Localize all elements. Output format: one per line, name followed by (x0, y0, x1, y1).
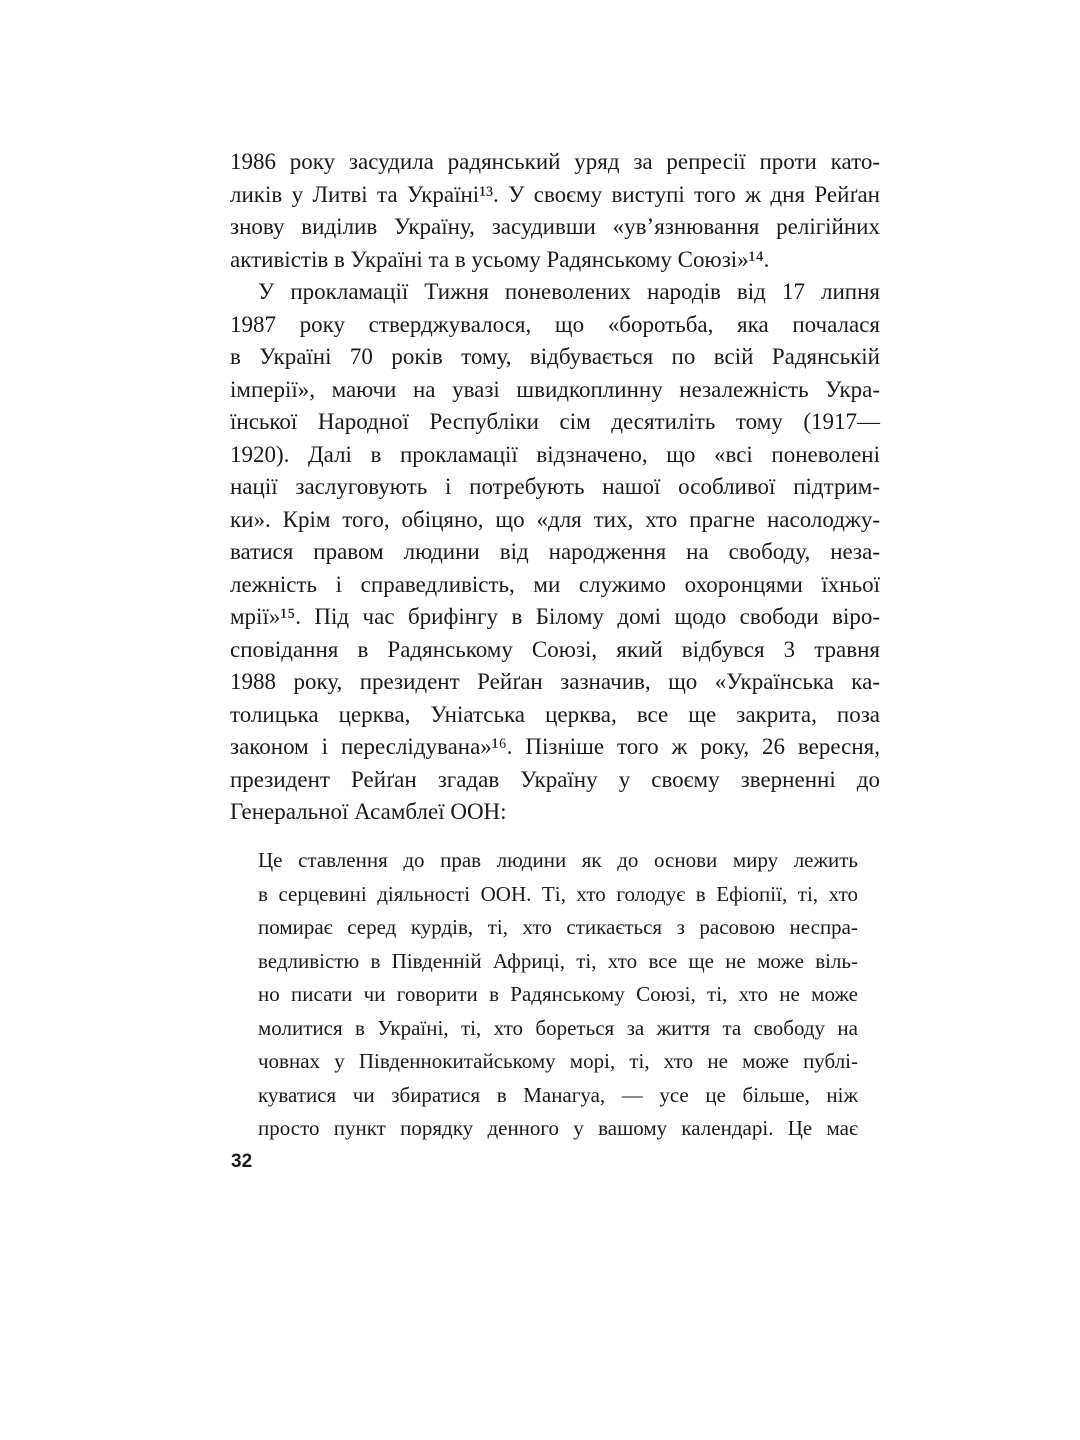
text-line: в Україні 70 років тому, відбувається по всій Радянській (230, 344, 880, 369)
text-line: їнської Народної Республіки сім десятиліть тому (1917— (230, 409, 880, 434)
text-line: 1987 року стверджувалося, що «боротьба, яка почалася (230, 311, 880, 337)
quote-line: Це ставлення до прав людини як до основи миру лежить (258, 848, 858, 872)
text-line: імперії», маючи на увазі швидкоплинну незалежність Укра- (230, 376, 880, 402)
text-line: законом і переслідувана»¹⁶. Пізніше того ж року, 26 вересня, (230, 734, 880, 759)
text-line: знову виділив Україну, засудивши «ув’язнювання релігійних (230, 214, 880, 239)
text-line: 1986 року засудила радянський уряд за репресії проти като- (230, 149, 880, 174)
text-line: Генеральної Асамблеї ООН: (230, 799, 507, 824)
text-line: президент Рейґан згадав Україну у своєму зверненні до (230, 766, 880, 792)
quote-line: просто пункт порядку денного у вашому календарі. Це має (258, 1116, 858, 1140)
text-line: ликів у Литві та Україні¹³. У своєму виступі того ж дня Рейґан (230, 181, 880, 207)
text-line: лежність і справедливість, ми служимо охоронцями їхньої (230, 571, 880, 597)
text-line: 1988 року, президент Рейґан зазначив, що «Українська ка- (230, 669, 880, 694)
text-line: У прокламації Тижня поневолених народів від 17 липня (258, 279, 880, 304)
quote-line: куватися чи збиратися в Манагуа, — усе це більше, ніж (258, 1082, 858, 1107)
text-line: ки». Крім того, обіцяно, що «для тих, хто прагне насолоджу- (230, 506, 880, 532)
text-line: толицька церква, Уніатська церква, все ще закрита, поза (230, 701, 880, 727)
text-line: активістів в Україні та в усьому Радянському Союзі»¹⁴. (230, 246, 770, 272)
text-line: нації заслуговують і потребують нашої особливої підтрим- (230, 474, 880, 499)
text-line: сповідання в Радянському Союзі, який відбувся 3 травня (230, 636, 880, 662)
text-line: мрії»¹⁵. Під час брифінгу в Білому домі щодо свободи віро- (230, 604, 880, 629)
text-line: ватися правом людини від народження на свободу, неза- (230, 539, 880, 564)
page-number: 32 (231, 1151, 253, 1172)
quote-line: но писати чи говорити в Радянському Союзі, ті, хто не може (258, 982, 858, 1006)
quote-line: в серцевині діяльності ООН. Ті, хто голодує в Ефіопії, ті, хто (258, 881, 858, 906)
block-quote (258, 844, 858, 1146)
main-text (230, 146, 880, 829)
quote-line: помирає серед курдів, ті, хто стикається з расовою неспра- (258, 915, 858, 939)
text-line: 1920). Далі в прокламації відзначено, що «всі поневолені (230, 441, 880, 467)
quote-line: ведливістю в Південній Африці, ті, хто все ще не може віль- (258, 948, 858, 973)
quote-line: човнах у Південнокитайському морі, ті, хто не може публі- (258, 1049, 858, 1073)
quote-line: молитися в Україні, ті, хто бореться за життя та свободу на (258, 1015, 858, 1040)
